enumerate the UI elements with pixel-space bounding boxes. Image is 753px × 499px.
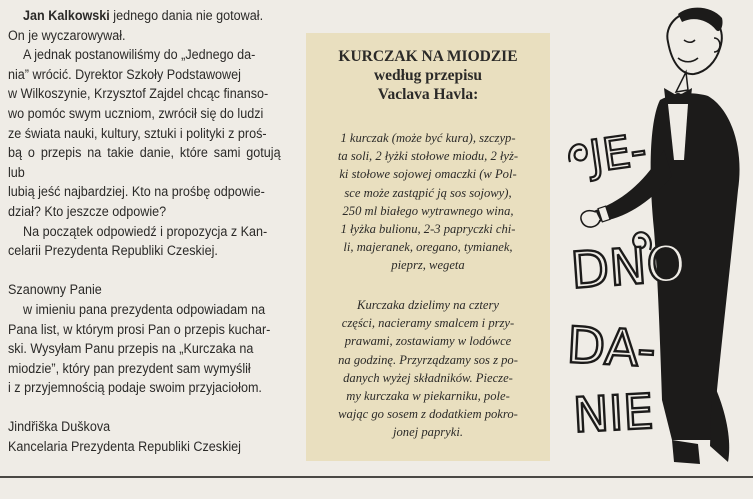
letter-line: wo pomóc swym uczniom, zwrócił się do ludzi — [8, 105, 264, 121]
steps-line: części, nacieramy smalcem i przy- — [341, 316, 515, 331]
steps-line: Kurczaka dzielimy na cztery — [357, 298, 499, 312]
letter-line: bą o przepis na takie danie, które sami gotują lub — [8, 145, 281, 180]
steps-line: na godzinę. Przyrządzamy sos z po- — [338, 352, 518, 367]
reply-line: ski. Wysyłam Panu przepis na „Kurczaka na — [8, 341, 254, 357]
logo-line-3: DA- — [565, 316, 658, 379]
letter-line: Na początek odpowiedź i propozycja z Kan- — [23, 223, 268, 239]
ingredients-line: ki stołowe sojowej omaczki (w Pol- — [339, 167, 517, 182]
signature-name: Jindřiška Duškova — [8, 419, 111, 435]
steps-line: wając go sosem z dodatkiem pokro- — [338, 407, 518, 422]
jedno-danie-logo — [556, 0, 753, 470]
spiral-ornament — [569, 144, 587, 162]
author-name: Jan Kalkowski — [23, 8, 110, 23]
paragraph-gap — [8, 398, 281, 418]
reply-line: Pana list, w którym prosi Pan o przepis kuchar- — [8, 321, 271, 337]
reply-line: i z przyjemnością podaje swoim przyjaciołom. — [8, 380, 262, 396]
waiter-shoe — [672, 440, 700, 464]
recipe-steps — [320, 296, 536, 442]
waiter-illustration — [556, 0, 753, 470]
letter-line: ze świata nauki, kultury, sztuki i polityki z proś- — [8, 125, 267, 141]
coat-tail — [710, 380, 729, 462]
intro-text: jednego dania nie gotował. — [109, 8, 264, 23]
paragraph-gap — [8, 261, 281, 281]
steps-line: my kurczaka w piekarniku, pole- — [346, 389, 510, 404]
letter-intro — [8, 6, 281, 26]
logo-line-4: NIE — [571, 383, 655, 444]
logo-line-1: JE- — [586, 124, 650, 183]
salutation: Szanowny Panie — [8, 282, 102, 298]
ingredients-line: pieprz, wegeta — [391, 258, 465, 273]
ingredients-line: 250 ml białego wytrawnego wina, — [342, 203, 514, 218]
steps-line: jonej papryki. — [393, 425, 463, 440]
recipe-title — [306, 47, 550, 104]
logo-line-2: DNO — [568, 234, 688, 300]
waiter-neck — [676, 72, 688, 92]
recipe-title-line: według przepisu — [373, 67, 483, 84]
letter-line: A jednak postanowiliśmy do „Jednego da- — [23, 47, 256, 63]
letter-line: On je wyczarowywał. — [8, 27, 126, 43]
letter-line: nia” wrócić. Dyrektor Szkoły Podstawowej — [8, 66, 241, 82]
reply-line: miodzie”, który pan prezydent sam wymyślił — [8, 360, 251, 376]
recipe-ingredients — [320, 129, 536, 275]
ingredients-line: ta soli, 2 łyżki stołowe miodu, 2 łyż- — [337, 149, 519, 164]
letter-line: w Wilkoszynie, Krzysztof Zajdel chcąc finanso- — [8, 86, 269, 102]
recipe-title-line: KURCZAK NA MIODZIE — [338, 48, 518, 65]
ingredients-line: 1 łyżka bulionu, 2-3 papryczki chi- — [340, 222, 516, 237]
steps-line: danych wyżej składników. Piecze- — [343, 370, 513, 385]
page-bottom-rule — [0, 476, 753, 478]
ingredients-line: sce może zastąpić ją sos sojowy), — [344, 185, 512, 200]
steps-line: prawami, zostawiamy w lodówce — [344, 334, 512, 349]
signature-org: Kancelaria Prezydenta Republiki Czeskiej — [8, 439, 241, 455]
letter-line: celarii Prezydenta Republiki Czeskiej. — [8, 243, 218, 259]
letter-line: dział? Kto jeszcze odpowie? — [8, 203, 167, 219]
ingredients-line: 1 kurczak (może być kura), szczyp- — [340, 131, 516, 145]
letter-column — [8, 6, 281, 457]
recipe-box — [306, 33, 550, 461]
letter-line: lubią jeść najbardziej. Kto na prośbę odpowie- — [8, 184, 265, 200]
reply-line: w imieniu pana prezydenta odpowiadam na — [23, 301, 266, 317]
recipe-title-line: Vaclava Havla: — [377, 86, 479, 103]
ingredients-line: li, majeranek, oregano, tymianek, — [343, 240, 513, 255]
